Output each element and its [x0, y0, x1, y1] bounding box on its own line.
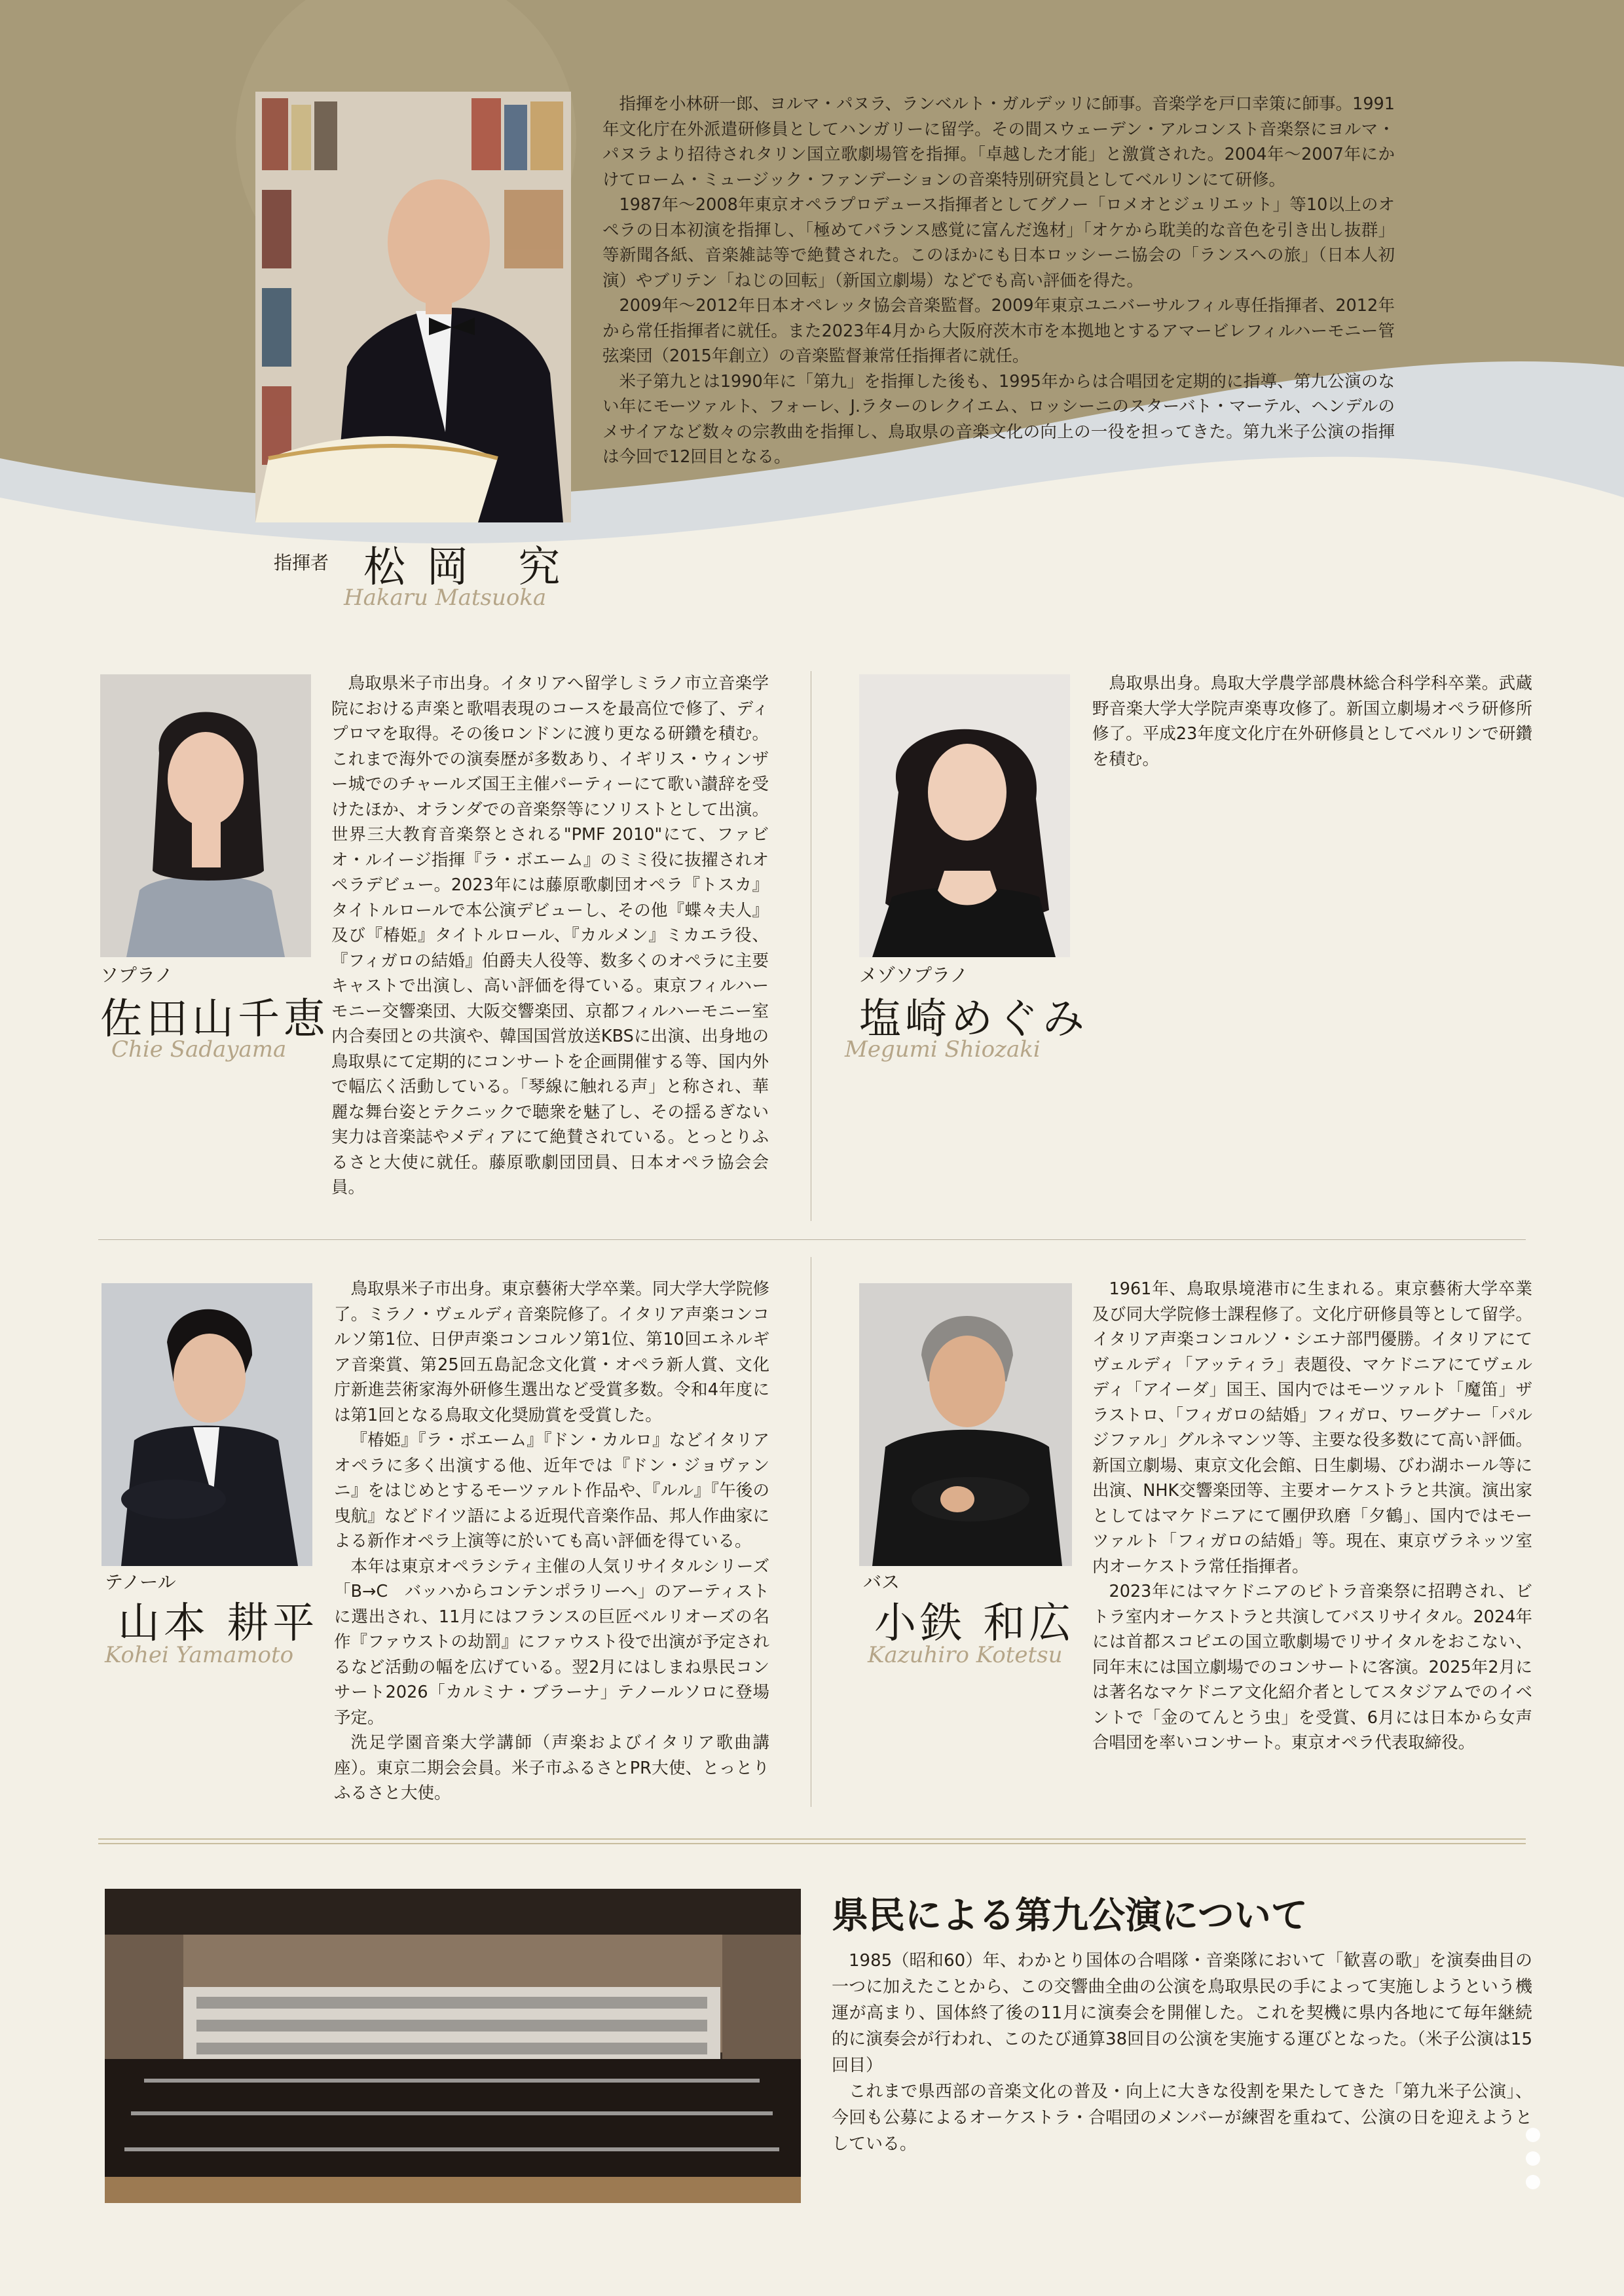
mezzo-bio	[1092, 671, 1532, 772]
conductor-bio	[602, 92, 1395, 470]
mezzo-role: メゾソプラノ	[859, 964, 969, 986]
tenor-photo	[101, 1283, 312, 1566]
bass-photo	[859, 1283, 1072, 1566]
bass-role: バス	[863, 1571, 900, 1593]
tenor-bio-paragraph: 本年は東京オペラシティ主催の人気リサイタルシリーズ「B→C バッハからコンテンポラリーへ」のアーティストに選出され、11月にはフランスの巨匠ベルリオーズの名作『ファウストの劫罰』にファウスト役で出演が予定されるなど活動の幅を広げている。翌2月にはしまね県民コンサート2026「カルミナ・ブラーナ」テノールソロに登場予定。	[334, 1556, 769, 1728]
conductor-photo	[255, 92, 571, 522]
dot-icon	[1526, 2175, 1540, 2189]
tenor-bio-paragraph: 洗足学園音楽大学講師（声楽およびイタリア歌曲講座）。東京二期会会員。米子市ふるさとPR大使、とっとりふるさと大使。	[334, 1733, 769, 1803]
tenor-bio	[334, 1277, 769, 1806]
history-paragraph: これまで県西部の音楽文化の普及・向上に大きな役割を果たしてきた「第九米子公演」、今回も公募によるオーケストラ・合唱団のメンバーが練習を重ねて、公演の日を迎えようとしている。	[832, 2082, 1532, 2154]
decorative-dots	[1526, 2128, 1545, 2198]
tenor-bio-paragraph: 『椿姫』『ラ・ボエーム』『ドン・カルロ』などイタリアオペラに多く出演する他、近年では『ドン・ジョヴァンニ』をはじめとするモーツァルト作品や、『ルル』『午後の曳航』などドイツ語による近現代音楽作品、邦人作曲家による新作オペラ上演等に於いても高い評価を得ている。	[334, 1430, 769, 1551]
mezzo-photo	[859, 674, 1070, 957]
dot-icon	[1526, 2151, 1540, 2166]
tenor-bio-paragraph: 鳥取県米子市出身。東京藝術大学卒業。同大学大学院修了。ミラノ・ヴェルディ音楽院修了。イタリア声楽コンコルソ第1位、日伊声楽コンコルソ第1位、第10回エネルギア音楽賞、第25回五島記念文化賞・オペラ新人賞、文化庁新進芸術家海外研修生選出など受賞多数。令和4年度には第1回となる鳥取文化奨励賞を受賞した。	[334, 1279, 769, 1425]
conductor-bio-paragraph: 指揮を小林研一郎、ヨルマ・パヌラ、ランベルト・ガルデッリに師事。音楽学を戸口幸策に師事。1991年文化庁在外派遣研修員としてハンガリーに留学。その間スウェーデン・アルコンスト音楽祭にヨルマ・パヌラより招待されタリン国立歌劇場管を指揮。「卓越した才能」と激賞された。2004年～2007年にかけてローム・ミュージック・ファンデーションの音楽特別研究員としてベルリンにて研修。	[602, 94, 1395, 190]
soprano-photo	[100, 674, 311, 957]
soprano-bio	[331, 671, 769, 1201]
history-paragraph: 1985（昭和60）年、わかとり国体の合唱隊・音楽隊において「歓喜の歌」を演奏曲目の一つに加えたことから、この交響曲全曲の公演を鳥取県民の手によって実施しようという機運が高まり、国体終了後の11月に演奏会を開催した。これを契機に県内各地にて毎年継続的に演奏会が行われ、このたび通算38回目の公演を実施する運びとなった。（米子公演は15回目）	[832, 1951, 1532, 2075]
bass-bio-paragraph: 2023年にはマケドニアのビトラ音楽祭に招聘され、ビトラ室内オーケストラと共演してバスリサイタル。2024年には首都スコピエの国立歌劇場でリサイタルをおこない、同年末には国立劇場でのコンサートに客演。2025年2月には著名なマケドニア文化紹介者としてスタジアムでのイベントで「金のてんとう虫」を受賞、6月には日本から女声合唱団を率いコンサート。東京オペラ代表取締役。	[1092, 1582, 1532, 1753]
bass-name: 小鉄 和広	[874, 1599, 1075, 1648]
soprano-name-en: Chie Sadayama	[111, 1036, 287, 1063]
mezzo-bio-paragraph: 鳥取県出身。鳥取大学農学部農林総合科学科卒業。武蔵野音楽大学大学院声楽専攻修了。新国立劇場オペラ研修所修了。平成23年度文化庁在外研修員としてベルリンで研鑽を積む。	[1092, 674, 1532, 769]
dot-icon	[1526, 2128, 1540, 2142]
conductor-bio-paragraph: 2009年～2012年日本オペレッタ協会音楽監督。2009年東京ユニバーサルフィル専任指揮者、2012年から常任指揮者に就任。また2023年4月から大阪府茨木市を本拠地とするアマービレフィルハーモニー管弦楽団（2015年創立）の音楽監督兼常任指揮者に就任。	[602, 296, 1395, 366]
conductor-name: 松 岡 究	[363, 543, 564, 592]
soprano-bio-paragraph: 鳥取県米子市出身。イタリアへ留学しミラノ市立音楽学院における声楽と歌唱表現のコースを最高位で修了、ディプロマを取得。その後ロンドンに渡り更なる研鑽を積む。これまで海外での演奏歴が多数あり、イギリス・ウィンザー城でのチャールズ国王主催パーティーにて歌い讃辞を受けたほか、オランダでの音楽祭等にソリストとして出演。世界三大教育音楽祭とされる"PMF 2010"にて、ファビオ・ルイージ指揮『ラ・ボエーム』のミミ役に抜擢されオペラデビュー。2023年には藤原歌劇団オペラ『トスカ』タイトルロールで本公演デビューし、その他『蝶々夫人』及び『椿姫』タイトルロール、『カルメン』ミカエラ役、『フィガロの結婚』伯爵夫人役等、数多くのオペラに主要キャストで出演し、高い評価を得ている。東京フィルハーモニー交響楽団、大阪交響楽団、京都フィルハーモニー室内合奏団との共演や、韓国国営放送KBSに出演、出身地の鳥取県にて定期的にコンサートを企画開催する等、国内外で幅広く活動している。「琴線に触れる声」と称され、華麗な舞台姿とテクニックで聴衆を魅了し、その揺るぎない実力は音楽誌やメディアにて絶賛されている。とっとりふるさと大使に就任。藤原歌劇団団員、日本オペラ協会会員。	[331, 674, 769, 1197]
conductor-bio-paragraph: 米子第九とは1990年に「第九」を指揮した後も、1995年からは合唱団を定期的に指導、第九公演のない年にモーツァルト、フォーレ、J.ラターのレクイエム、ロッシーニのスターバト・マーテル、ヘンデルのメサイアなど数々の宗教曲を指揮し、鳥取県の音楽文化の向上の一役を担ってきた。第九米子公演の指揮は今回で12回目となる。	[602, 371, 1395, 467]
tenor-role: テノール	[105, 1571, 176, 1593]
mezzo-name: 塩崎めぐみ	[859, 995, 1088, 1044]
row-divider	[98, 1239, 1526, 1240]
soprano-name: 佐田山千恵	[100, 995, 329, 1044]
tenor-name-en: Kohei Yamamoto	[105, 1642, 294, 1668]
history-text	[832, 1948, 1532, 2157]
conductor-bio-paragraph: 1987年～2008年東京オペラプロデュース指揮者としてグノー「ロメオとジュリエット」等10以上のオペラの日本初演を指揮し、「極めてバランス感覚に富んだ逸材」「オケから耽美的な音色を引き出し抜群」等新聞各紙、音楽雑誌等で絶賛された。このほかにも日本ロッシーニ協会の「ランスへの旅」（日本人初演）やブリテン「ねじの回転」（新国立劇場）などでも高い評価を得た。	[602, 195, 1395, 291]
tenor-name: 山本 耕平	[118, 1599, 319, 1648]
conductor-name-en: Hakaru Matsuoka	[344, 585, 547, 611]
history-title: 県民による第九公演について	[832, 1894, 1308, 1937]
conductor-role: 指揮者	[274, 552, 329, 574]
mezzo-name-en: Megumi Shiozaki	[845, 1036, 1041, 1063]
bass-name-en: Kazuhiro Kotetsu	[868, 1642, 1063, 1668]
bass-bio	[1092, 1277, 1532, 1756]
section-divider	[98, 1838, 1526, 1844]
soprano-role: ソプラノ	[100, 964, 174, 986]
bass-bio-paragraph: 1961年、鳥取県境港市に生まれる。東京藝術大学卒業及び同大学院修士課程修了。文化庁研修員等として留学。イタリア声楽コンコルソ・シエナ部門優勝。イタリアにてヴェルディ「アッティラ」表題役、マケドニアにてヴェルディ「アイーダ」国王、国内ではモーツァルト「魔笛」ザラストロ、「フィガロの結婚」フィガロ、ワーグナー「パルジファル」グルネマンツ等、主要な役多数にて高い評価。新国立劇場、東京文化会館、日生劇場、びわ湖ホール等に出演、NHK交響楽団等、主要オーケストラと共演。演出家としてはマケドニアにて團伊玖磨「夕鶴」、国内ではモーツァルト「フィガロの結婚」等。現在、東京ヴラネッツ室内オーケストラ常任指揮者。	[1092, 1279, 1532, 1576]
concert-photo	[105, 1889, 801, 2203]
